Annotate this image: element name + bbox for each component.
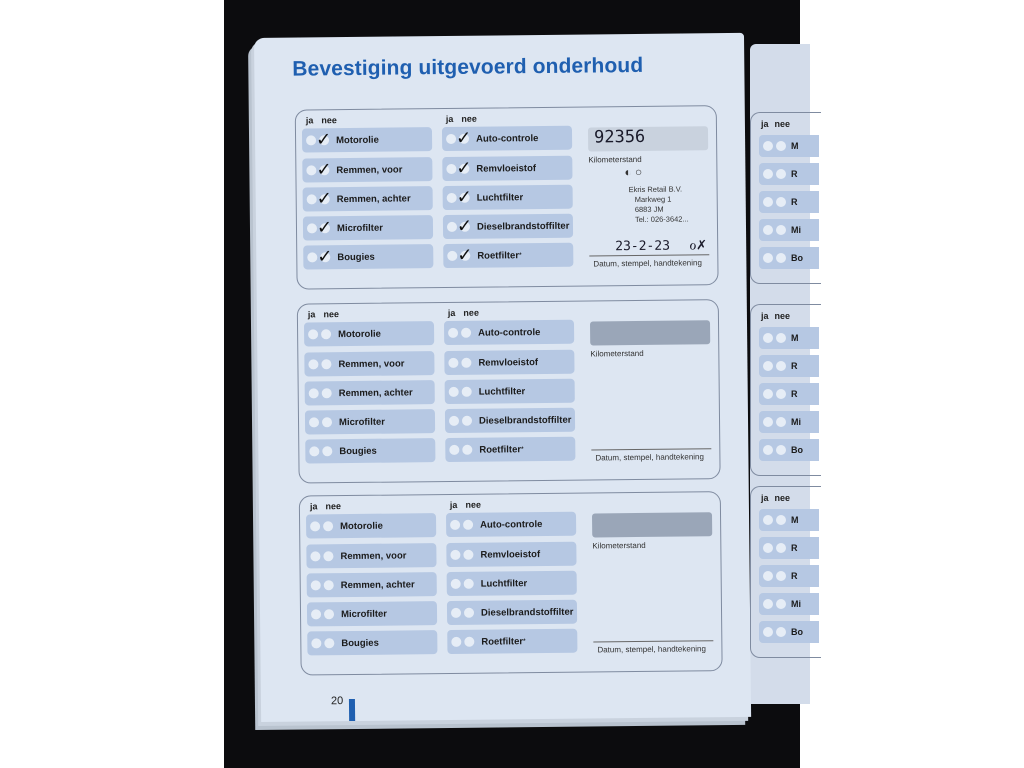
checkbox-nee[interactable]	[776, 445, 786, 455]
check-item	[759, 219, 819, 241]
handwritten-check-icon: ✓	[315, 129, 332, 150]
checkbox-ja[interactable]	[446, 134, 456, 144]
check-item	[759, 411, 819, 433]
dealer-stamp-line: 6883 JM	[634, 204, 664, 215]
checkbox-ja[interactable]	[311, 609, 321, 619]
header-no: nee	[774, 493, 791, 503]
checkbox-ja[interactable]	[450, 520, 460, 530]
item-label: Remmen, achter	[338, 386, 413, 399]
mileage-label: Kilometerstand	[592, 540, 646, 551]
check-item	[306, 513, 436, 538]
item-label: Bo	[791, 445, 803, 455]
item-label: Motorolie	[340, 520, 383, 532]
dealer-stamp-line: Tel.: 026-3642...	[634, 214, 689, 225]
check-item	[759, 247, 819, 269]
checkbox-nee[interactable]	[776, 333, 786, 343]
header-no: nee	[323, 309, 339, 320]
checkbox-ja[interactable]	[449, 416, 459, 426]
check-item	[759, 135, 819, 157]
checkbox-nee[interactable]	[776, 141, 786, 151]
item-label: Remmen, achter	[336, 192, 411, 205]
column-header	[448, 308, 487, 318]
item-label: Luchtfilter	[476, 191, 524, 204]
item-label: Microfilter	[338, 416, 386, 428]
check-item	[446, 542, 576, 567]
checkbox-ja[interactable]	[310, 521, 320, 531]
checkbox-ja[interactable]	[311, 638, 321, 648]
next-page-block-1	[750, 112, 821, 284]
next-page-block-3	[750, 486, 821, 658]
signature-line	[593, 640, 713, 642]
check-item	[443, 243, 573, 268]
checkbox-nee[interactable]	[324, 638, 334, 648]
header-no: nee	[463, 307, 479, 318]
item-label: Roetfilter	[479, 443, 522, 456]
checkbox-ja[interactable]	[309, 388, 319, 398]
checkbox-ja[interactable]	[306, 165, 316, 175]
check-item	[307, 572, 437, 597]
check-item	[759, 593, 819, 615]
checkbox-ja[interactable]	[763, 197, 773, 207]
item-label: Remvloeistof	[476, 162, 537, 175]
checkbox-nee[interactable]	[776, 197, 786, 207]
item-label: Mi	[791, 599, 801, 609]
checkbox-ja[interactable]	[308, 359, 318, 369]
checkbox-nee[interactable]	[776, 515, 786, 525]
signature-line	[589, 254, 709, 256]
header-yes: ja	[305, 115, 314, 126]
checkbox-nee[interactable]	[324, 609, 334, 619]
item-label: M	[791, 141, 799, 151]
checkbox-ja[interactable]	[449, 445, 459, 455]
maintenance-block-2	[297, 299, 721, 483]
item-label: Bougies	[341, 637, 379, 649]
item-label: M	[791, 333, 799, 343]
check-item	[759, 509, 819, 531]
checkbox-nee[interactable]	[323, 521, 333, 531]
checkbox-ja[interactable]	[451, 637, 461, 647]
header-yes: ja	[309, 501, 318, 512]
item-label: Remmen, voor	[340, 549, 407, 562]
checkbox-ja[interactable]	[306, 135, 316, 145]
check-item	[445, 437, 575, 462]
checkbox-nee[interactable]	[321, 359, 331, 369]
handwritten-mileage: 92356	[593, 126, 646, 148]
checkbox-ja[interactable]	[311, 580, 321, 590]
check-item	[759, 191, 819, 213]
mileage-box[interactable]	[590, 320, 710, 345]
item-label: M	[791, 515, 799, 525]
check-item	[442, 156, 572, 181]
checkbox-ja[interactable]	[307, 194, 317, 204]
check-item	[305, 409, 435, 434]
header-yes: ja	[761, 311, 769, 321]
page-title: Bevestiging uitgevoerd onderhoud	[292, 53, 644, 81]
checkbox-nee[interactable]	[322, 417, 332, 427]
signature-scribble-icon: ℴ✗	[689, 234, 707, 254]
item-label: Microfilter	[340, 608, 388, 620]
checkbox-nee[interactable]	[462, 445, 472, 455]
item-label: Dieselbrandstoffilter	[480, 606, 574, 619]
page-tab-marker	[349, 699, 355, 721]
checkbox-ja[interactable]	[763, 543, 773, 553]
checkbox-ja[interactable]	[451, 579, 461, 589]
checkbox-nee[interactable]	[462, 387, 472, 397]
checkbox-nee[interactable]	[776, 571, 786, 581]
handwritten-check-icon: ✓	[316, 188, 332, 209]
checkbox-ja[interactable]	[447, 251, 457, 261]
check-item	[304, 321, 434, 346]
column-header	[308, 309, 347, 319]
check-item	[307, 601, 437, 626]
header-no: nee	[774, 119, 791, 129]
check-item	[445, 408, 575, 433]
check-item	[759, 163, 819, 185]
checkbox-nee[interactable]	[776, 417, 786, 427]
dealer-stamp-line: Markweg 1	[634, 194, 672, 205]
header-no: nee	[774, 311, 791, 321]
checkbox-ja[interactable]	[763, 361, 773, 371]
check-item	[303, 244, 433, 269]
header-yes: ja	[447, 307, 456, 318]
checkbox-ja[interactable]	[307, 223, 317, 233]
checkbox-ja[interactable]	[309, 446, 319, 456]
date-stamp-signature-label: Datum, stempel, handtekening	[597, 644, 706, 655]
handwritten-check-icon: ✓	[457, 244, 473, 265]
check-item	[303, 215, 433, 240]
checkbox-ja[interactable]	[450, 550, 460, 560]
checkbox-nee[interactable]	[322, 446, 332, 456]
date-stamp-signature-label: Datum, stempel, handtekening	[595, 452, 704, 463]
checkbox-ja[interactable]	[447, 193, 457, 203]
next-page-block-2	[750, 304, 821, 476]
checkbox-nee[interactable]	[776, 225, 786, 235]
mileage-label: Kilometerstand	[588, 154, 642, 165]
checkbox-ja[interactable]	[763, 571, 773, 581]
mileage-label: Kilometerstand	[590, 348, 644, 359]
column-header	[761, 311, 790, 321]
checkbox-nee[interactable]	[776, 361, 786, 371]
check-item	[302, 127, 432, 152]
header-no: nee	[321, 115, 337, 126]
dealer-stamp-line: Ekris Retail B.V.	[628, 184, 683, 195]
checkbox-nee[interactable]	[321, 329, 331, 339]
checkbox-ja[interactable]	[763, 599, 773, 609]
checkbox-ja[interactable]	[310, 551, 320, 561]
checkbox-nee[interactable]	[463, 550, 473, 560]
footnote-marker: *	[518, 251, 522, 259]
checkbox-nee[interactable]	[464, 608, 474, 618]
item-label: Remmen, achter	[340, 578, 415, 591]
check-item	[759, 621, 819, 643]
checkbox-ja[interactable]	[763, 417, 773, 427]
column-header	[761, 493, 790, 503]
item-label: Motorolie	[336, 134, 379, 146]
check-item	[447, 571, 577, 596]
column-header	[761, 119, 790, 129]
check-item	[443, 185, 573, 210]
check-item	[759, 565, 819, 587]
item-label: Dieselbrandstoffilter	[476, 220, 570, 233]
item-label: Bougies	[339, 445, 377, 457]
checkbox-ja[interactable]	[446, 164, 456, 174]
item-label: Dieselbrandstoffilter	[478, 414, 572, 427]
item-label: Bougies	[337, 251, 375, 263]
checkbox-nee[interactable]	[776, 543, 786, 553]
item-label: Motorolie	[338, 328, 381, 340]
checkbox-nee[interactable]	[461, 358, 471, 368]
check-item	[445, 379, 575, 404]
header-no: nee	[461, 113, 477, 124]
checkbox-nee[interactable]	[464, 637, 474, 647]
photo-frame	[224, 0, 803, 768]
item-label: Microfilter	[336, 222, 383, 234]
header-yes: ja	[307, 309, 316, 320]
checkbox-ja[interactable]	[448, 358, 458, 368]
header-no: nee	[325, 501, 341, 512]
checkbox-ja[interactable]	[763, 141, 773, 151]
checkbox-ja[interactable]	[763, 333, 773, 343]
header-yes: ja	[449, 499, 458, 510]
check-item	[307, 630, 437, 655]
checkbox-ja[interactable]	[309, 417, 319, 427]
checkbox-nee[interactable]	[323, 551, 333, 561]
check-item	[759, 383, 819, 405]
item-label: Remmen, voor	[336, 163, 403, 176]
checkbox-nee[interactable]	[462, 416, 472, 426]
item-label: Auto-controle	[478, 326, 541, 339]
checkbox-ja[interactable]	[451, 608, 461, 618]
checkbox-ja[interactable]	[763, 515, 773, 525]
check-item	[759, 439, 819, 461]
item-label: Remvloeistof	[480, 548, 541, 561]
checkbox-nee[interactable]	[461, 328, 471, 338]
checkbox-nee[interactable]	[464, 579, 474, 589]
header-no: nee	[465, 499, 481, 510]
header-yes: ja	[761, 119, 769, 129]
checkbox-nee[interactable]	[463, 520, 473, 530]
handwritten-check-icon: ✓	[316, 217, 333, 238]
checkbox-nee[interactable]	[776, 169, 786, 179]
item-label: Remvloeistof	[478, 356, 539, 369]
checkbox-ja[interactable]	[308, 329, 318, 339]
check-item	[759, 327, 819, 349]
checkbox-ja[interactable]	[763, 225, 773, 235]
signature-line	[591, 448, 711, 450]
item-label: Auto-controle	[476, 132, 539, 145]
handwritten-check-icon: ✓	[455, 127, 472, 148]
footnote-marker: *	[522, 637, 526, 645]
item-label: Auto-controle	[480, 518, 543, 531]
item-label: R	[791, 197, 798, 207]
check-item	[447, 600, 577, 625]
dealer-logo-icon: ◐ ○	[624, 164, 643, 180]
item-label: Luchtfilter	[478, 385, 526, 398]
handwritten-check-icon: ✓	[456, 157, 472, 178]
checkbox-ja[interactable]	[763, 627, 773, 637]
item-label: Mi	[791, 417, 801, 427]
item-label: Roetfilter	[477, 249, 520, 262]
check-item	[759, 537, 819, 559]
item-label: Mi	[791, 225, 801, 235]
handwritten-check-icon: ✓	[316, 159, 332, 180]
item-label: Luchtfilter	[480, 577, 528, 590]
checkbox-ja[interactable]	[763, 253, 773, 263]
item-label: Bo	[791, 253, 803, 263]
checkbox-nee[interactable]	[322, 388, 332, 398]
checkbox-ja[interactable]	[307, 252, 317, 262]
check-item	[444, 320, 574, 345]
item-label: Remmen, voor	[338, 357, 405, 370]
check-item	[305, 380, 435, 405]
check-item	[305, 438, 435, 463]
check-item	[446, 512, 576, 537]
checkbox-nee[interactable]	[776, 599, 786, 609]
check-item	[303, 186, 433, 211]
checkbox-ja[interactable]	[449, 387, 459, 397]
handwritten-date: 23-2-23	[615, 238, 671, 255]
booklet-page	[254, 33, 751, 722]
item-label: Bo	[791, 627, 803, 637]
date-stamp-signature-label: Datum, stempel, handtekening	[593, 258, 702, 269]
check-item	[304, 351, 434, 376]
column-header	[310, 501, 349, 511]
check-item	[447, 629, 577, 654]
footnote-marker: *	[520, 445, 524, 453]
handwritten-check-icon: ✓	[456, 215, 473, 236]
mileage-box[interactable]	[592, 512, 712, 537]
check-item	[444, 350, 574, 375]
handwritten-check-icon: ✓	[317, 246, 333, 267]
item-label: R	[791, 361, 798, 371]
checkbox-nee[interactable]	[324, 580, 334, 590]
checkbox-nee[interactable]	[776, 389, 786, 399]
column-header	[450, 500, 489, 510]
column-header	[446, 114, 485, 124]
item-label: R	[791, 389, 798, 399]
checkbox-nee[interactable]	[776, 627, 786, 637]
item-label: R	[791, 543, 798, 553]
checkbox-ja[interactable]	[448, 328, 458, 338]
header-yes: ja	[445, 113, 454, 124]
check-item	[759, 355, 819, 377]
checkbox-ja[interactable]	[763, 445, 773, 455]
item-label: R	[791, 169, 798, 179]
check-item	[302, 157, 432, 182]
check-item	[442, 126, 572, 151]
page-number: 20	[330, 695, 344, 708]
item-label: Roetfilter	[481, 635, 524, 648]
header-yes: ja	[761, 493, 769, 503]
maintenance-block-1	[295, 105, 719, 289]
checkbox-ja[interactable]	[763, 169, 773, 179]
maintenance-block-3	[299, 491, 723, 675]
column-header	[306, 115, 345, 125]
checkbox-ja[interactable]	[447, 222, 457, 232]
check-item	[443, 214, 573, 239]
check-item	[306, 543, 436, 568]
checkbox-nee[interactable]	[776, 253, 786, 263]
item-label: R	[791, 571, 798, 581]
handwritten-check-icon: ✓	[456, 186, 472, 207]
checkbox-ja[interactable]	[763, 389, 773, 399]
